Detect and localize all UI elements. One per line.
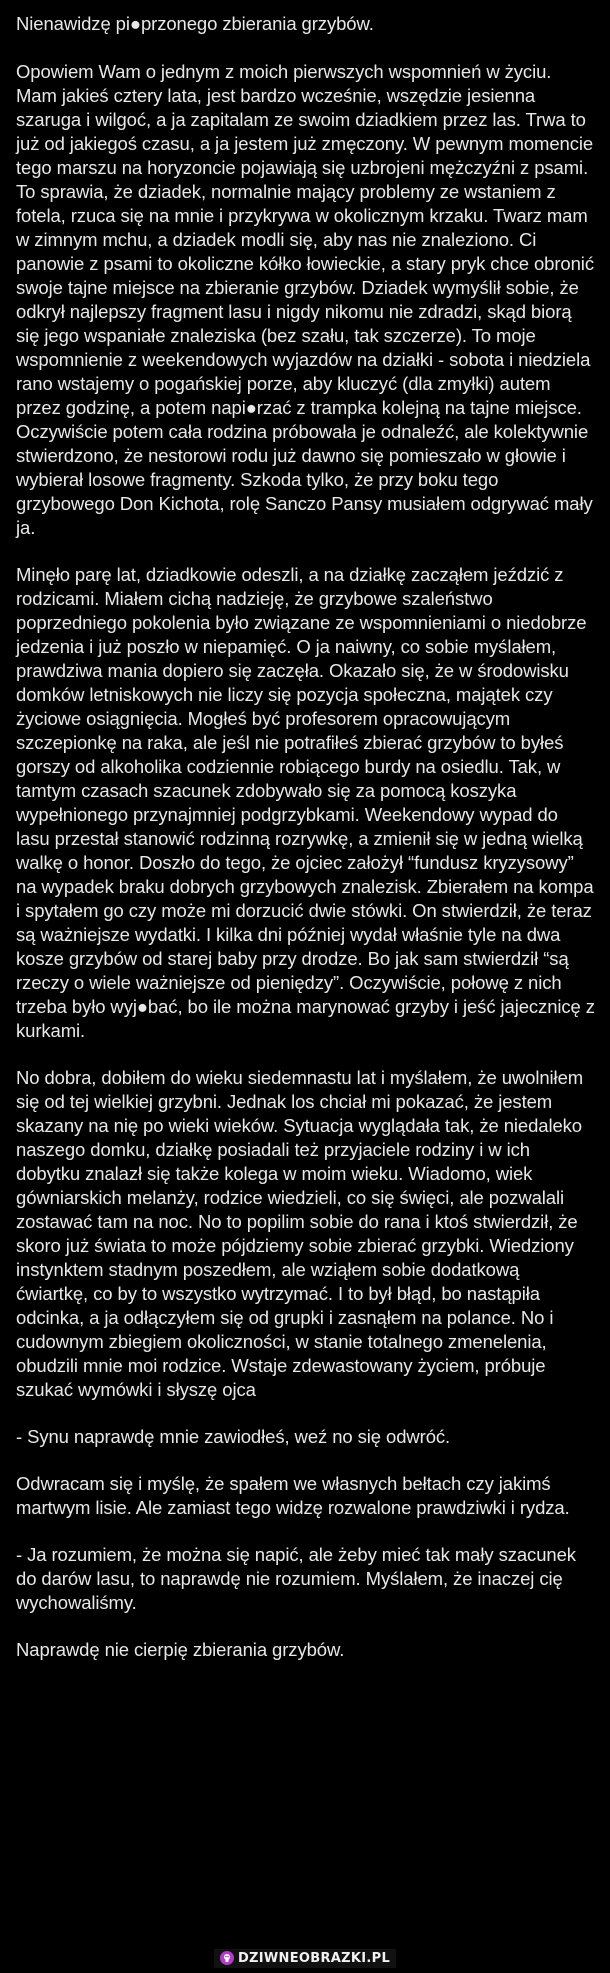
paragraph-5: Odwracam się i myślę, że spałem we własnych bełtach czy jakimś martwym lisie. Ale zamiast tego widzę rozwalone prawdziwki i rydza.: [16, 1473, 570, 1518]
paragraph-6: - Ja rozumiem, że można się napić, ale żeby mieć tak mały szacunek do darów lasu, to naprawdę nie rozumiem. Myślałem, że inaczej cię wychowaliśmy.: [16, 1544, 576, 1613]
watermark: [214, 1949, 396, 1968]
post-title: Nienawidzę pi●przonego zbierania grzybów.: [16, 13, 374, 34]
paragraph-2: Minęło parę lat, dziadkowie odeszli, a na działkę zacząłem jeździć z rodzicami. Miałem cichą nadzieję, że grzybowe szaleństwo poprzedniego pokolenia było związane ze wspomnieniami o niedobrze jedzenia i już poszło w niepamięć. O ja naiwny, co sobie myślałem, prawdziwa mania dopiero się zaczęła. Okazało się, że w środowisku domków letniskowych nie liczy się pozycja społeczna, majątek czy życiowe osiągnięcia. Mogłeś być profesorem opracowującym szczepionkę na raka, ale jeśl nie potrafiłeś zbierać grzybów to byłeś gorszy od alkoholika codziennie robiącego burdy na osiedlu. Tak, w tamtym czasach szacunek zdobywało się za pomocą koszyka wypełnionego przynajmniej podgrzybkami. Weekendowy wypad do lasu przestał stanowić rodzinną rozrywkę, a zmienił się w jedną wielką walkę o honor. Doszło do tego, że ojciec założył “fundusz kryzysowy” na wypadek braku dobrych grzybowych znalezisk. Zbierałem na kompa i spytałem go czy może mi dorzucić dwie stówki. On stwierdził, że teraz są ważniejsze wydatki. I kilka dni później wydał właśnie tyle na dwa kosze grzybów od starej baby przy drodze. Bo jak sam stwierdził “są rzeczy o wiele ważniejsze od pieniędzy”. Oczywiście, połowę z nich trzeba było wyj●bać, bo ile można marynować grzyby i jeść jajecznicę z kurkami.: [16, 564, 595, 1041]
site-logo-icon: [220, 1951, 234, 1965]
paragraph-1: Opowiem Wam o jednym z moich pierwszych wspomnień w życiu. Mam jakieś cztery lata, jest bardzo wcześnie, wszędzie jesienna szaruga i wilgoć, a ja zapitalam ze swoim dziadkiem przez las. Trwa to już od jakiegoś czasu, a ja jestem już zmęczony. W pewnym momencie tego marszu na horyzoncie pojawiają się uzbrojeni mężczyźni z psami. To sprawia, że dziadek, normalnie mający problemy ze wstaniem z fotela, rzuca się na mnie i przykrywa w okolicznym krzaku. Twarz mam w zimnym mchu, a dziadek modli się, aby nas nie znaleziono. Ci panowie z psami to okoliczne kółko łowieckie, a stary pryk chce obronić swoje tajne miejsce na zbieranie grzybów. Dziadek wymyślił sobie, że odkrył najlepszy fragment lasu i nigdy nikomu nie zdradzi, skąd biorą się jego wspaniałe znaleziska (bez szału, tak szczerze). To moje wspomnienie z weekendowych wyjazdów na działki - sobota i niedziela rano wstajemy o pogańskiej porze, aby kluczyć (dla zmyłki) autem przez godzinę, a potem napi●rzać z trampka kolejną na tajne miejsce. Oczywiście potem cała rodzina próbowała je odnaleźć, ale kolektywnie stwierdzono, że nestorowi rodu już dawno się pomieszało w głowie i wybierał losowe fragmenty. Szkoda tylko, że przy boku tego grzybowego Don Kichota, rolę Sanczo Pansy musiałem odgrywać mały ja.: [16, 61, 594, 538]
watermark-footer: [0, 1943, 610, 1973]
paragraph-4: - Synu naprawdę mnie zawiodłeś, weź no się odwróć.: [16, 1426, 451, 1447]
paragraph-3: No dobra, dobiłem do wieku siedemnastu lat i myślałem, że uwolniłem się od tej wielkiej grzybni. Jednak los chciał mi pokazać, że jestem skazany na nię po wieki wieków. Sytuacja wyglądała tak, że niedaleko naszego domku, działkę posiadali też przyjaciele rodziny i w ich dobytku znalazł się także kolega w moim wieku. Wiadomo, wiek gówniarskich melanży, rodzice wiedzieli, co się święci, ale pozwalali zostawać tam na noc. No to popilim sobie do rana i ktoś stwierdził, że skoro już świata to może pójdziemy sobie zbierać grzybki. Wiedziony instynktem stadnym poszedłem, ale wziąłem sobie dodatkową ćwiartkę, co by to wszystko wytrzymać. I to był błąd, bo nastąpiła odcinka, a ja odłączyłem się od grupki i zasnąłem na polance. No i cudownym zbiegiem okoliczności, w stanie totalnego zmenelenia, obudzili mnie moi rodzice. Wstaje zdewastowany życiem, próbuje szukać wymówki i słyszę ojca: [16, 1067, 584, 1400]
watermark-text: DZIWNEOBRAZKI.PL: [237, 1950, 391, 1966]
paragraph-7: Naprawdę nie cierpię zbierania grzybów.: [16, 1639, 345, 1660]
